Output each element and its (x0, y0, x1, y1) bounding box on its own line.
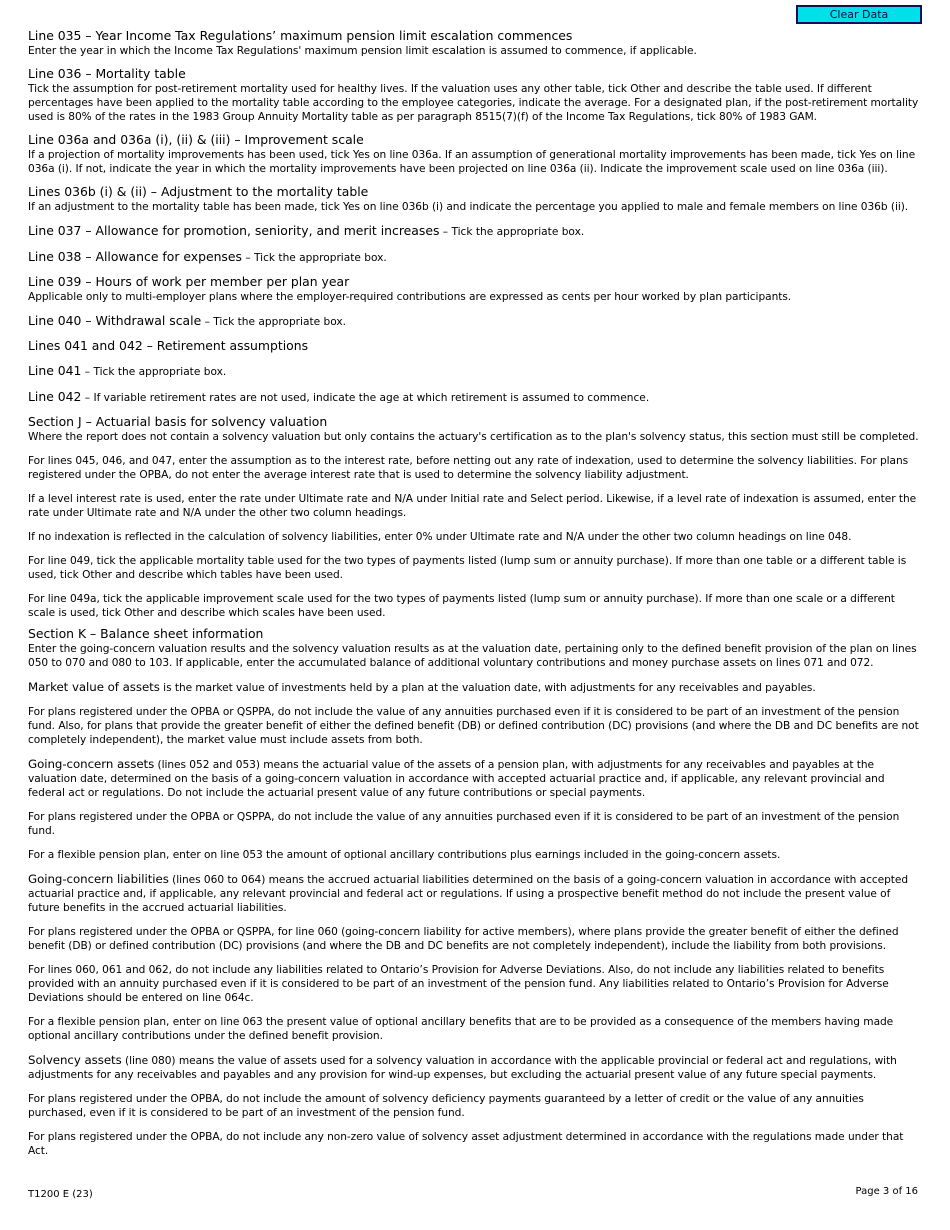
section-k-paragraph (28, 757, 920, 800)
page-number: Page 3 of 16 (855, 1186, 918, 1197)
section-line-037 (28, 222, 920, 240)
body-line-035: Enter the year in which the Income Tax Regulations' maximum pension limit escalation is assumed to commence, if applicable. (28, 45, 697, 57)
term-going-concern-liabilities: Going-concern liabilities (28, 872, 169, 886)
section-line-036a (28, 132, 920, 176)
section-j-paragraph: For line 049, tick the applicable mortality table used for the two types of payments listed (lump sum or annuity purchase). If more than one table or a different table is used, tick Other and describe which tables have been used. (28, 555, 907, 581)
heading-line-036: Line 036 – Mortality table (28, 66, 186, 81)
section-k-paragraph: For plans registered under the OPBA or QSPPA, do not include the value of any annuities purchased even if it is considered to be part of an investment of the pension fund. Also, for plans that provide the greater benefit of either the defined benefit (DB) or defined contribution (DC) provisions (and where the DB and DC benefits are not completely independent), the market value must include assets from both. (28, 706, 919, 746)
heading-line-040: Line 040 – Withdrawal scale (28, 313, 202, 328)
section-k (28, 626, 920, 1158)
section-k-paragraph: For lines 060, 061 and 062, do not include any liabilities related to Ontario’s Provision for Adverse Deviations. Also, do not include any liabilities related to benefits provided with an annuity purchased even if it is considered to be part of an investment of the pension fund. Any liabilities related to Ontario’s Provision for Adverse Deviations should be entered on line 064c. (28, 964, 889, 1004)
heading-line-037: Line 037 – Allowance for promotion, seniority, and merit increases (28, 223, 440, 238)
section-k-paragraph: For plans registered under the OPBA or QSPPA, for line 060 (going-concern liability for active members), where plans provide the greater benefit of either the defined benefit (DB) or defined contribution (DC) provisions (and where the DB and DC benefits are not completely independent), include the liability from both provisions. (28, 926, 899, 952)
section-line-038 (28, 248, 920, 266)
section-line-035 (28, 28, 920, 58)
heading-line-036a: Line 036a and 036a (i), (ii) & (iii) – Improvement scale (28, 132, 364, 147)
term-solvency-assets: Solvency assets (28, 1053, 122, 1067)
section-j-paragraph: For line 049a, tick the applicable improvement scale used for the two types of payments listed (lump sum or annuity purchase). If more than one scale or a different scale is used, tick Other and describe which scales have been used. (28, 593, 895, 619)
body-line-042: – If variable retirement rates are not used, indicate the age at which retirement is assumed to commence. (81, 392, 650, 404)
section-line-039 (28, 274, 920, 304)
section-lines-041-042 (28, 338, 920, 354)
body-line-036b: If an adjustment to the mortality table has been made, tick Yes on line 036b (i) and indicate the percentage you applied to male and female members on line 036b (ii). (28, 201, 909, 213)
section-k-paragraph: For plans registered under the OPBA, do not include any non-zero value of solvency asset adjustment determined in accordance with the regulations made under that Act. (28, 1131, 904, 1157)
section-k-paragraph: For a flexible pension plan, enter on line 063 the present value of optional ancillary benefits that are to be provided as a consequence of the members having made optional ancillary contributions under the defined benefit provision. (28, 1016, 894, 1042)
term-market-value-of-assets: Market value of assets (28, 680, 160, 694)
section-k-paragraph: Enter the going-concern valuation results and the solvency valuation results as at the valuation date, pertaining only to the defined benefit provision of the plan on lines 050 to 070 and 080 to 103. If applicable, enter the accumulated balance of additional voluntary contributions and money purchase assets on lines 071 and 072. (28, 643, 917, 669)
section-j-paragraph: If no indexation is reflected in the calculation of solvency liabilities, enter 0% under Ultimate rate and N/A under the other two column headings on line 048. (28, 531, 852, 543)
definition-text: is the market value of investments held by a plan at the valuation date, with adjustments for any receivables and payables. (159, 682, 816, 694)
body-line-041: – Tick the appropriate box. (81, 366, 227, 378)
heading-line-036b: Lines 036b (i) & (ii) – Adjustment to the mortality table (28, 184, 369, 199)
definition-text: (lines 060 to 064) means the accrued actuarial liabilities determined on the basis of a going-concern valuation in accordance with accepted actuarial practice and, if applicable, any relevant provincial and federal act or regulations. If using a prospective benefit method do not include the present value of future benefits in the accrued actuarial liabilities. (28, 874, 909, 914)
section-k-paragraph: For plans registered under the OPBA, do not include the amount of solvency deficiency payments guaranteed by a letter of credit or the value of any annuities purchased, even if it is considered to be part of an investment of the pension fund. (28, 1093, 864, 1119)
section-line-041 (28, 362, 920, 380)
body-line-039: Applicable only to multi-employer plans where the employer-required contributions are expressed as cents per hour worked by plan participants. (28, 291, 792, 303)
section-j-paragraph: If a level interest rate is used, enter the rate under Ultimate rate and N/A under Initial rate and Select period. Likewise, if a level rate of indexation is assumed, enter the rate under Ultimate rate and N/A under the other two column headings. (28, 493, 917, 519)
section-line-036 (28, 66, 920, 124)
body-line-038: – Tick the appropriate box. (241, 252, 387, 264)
body-line-036a: If a projection of mortality improvements has been used, tick Yes on line 036a. If an assumption of generational mortality improvements has been made, tick Yes on line 036a (i). If not, indicate the year in which the mortality improvements have been projected on line 036a (ii). Indicate the improvement scale used on line 036a (iii). (28, 149, 916, 175)
clear-data-button[interactable]: Clear Data (796, 5, 922, 24)
definition-text: (line 080) means the value of assets used for a solvency valuation in accordance with the applicable provincial or federal act and regulations, with adjustments for any receivables and payables and any provision for wind-up expenses, but excluding the actuarial present value of any future special payments. (28, 1055, 897, 1081)
term-going-concern-assets: Going-concern assets (28, 757, 155, 771)
heading-section-k: Section K – Balance sheet information (28, 626, 264, 641)
heading-line-039: Line 039 – Hours of work per member per plan year (28, 274, 350, 289)
section-k-paragraph: For plans registered under the OPBA or QSPPA, do not include the value of any annuities purchased even if it is considered to be part of an investment of the pension fund. (28, 811, 900, 837)
section-line-040 (28, 312, 920, 330)
section-j-paragraph: For lines 045, 046, and 047, enter the assumption as to the interest rate, before netting out any rate of indexation, used to determine the solvency liabilities. For plans registered under the OPBA, do not enter the average interest rate that is used to determine the solvency liability adjustment. (28, 455, 909, 481)
section-k-paragraph: For a flexible pension plan, enter on line 053 the amount of optional ancillary contributions plus earnings included in the going-concern assets. (28, 849, 781, 861)
section-line-036b (28, 184, 920, 214)
section-line-042 (28, 388, 920, 406)
heading-line-042: Line 042 (28, 389, 82, 404)
heading-lines-041-042: Lines 041 and 042 – Retirement assumptions (28, 338, 309, 353)
heading-section-j: Section J – Actuarial basis for solvency valuation (28, 414, 328, 429)
instructions-content (28, 28, 920, 1168)
body-line-037: – Tick the appropriate box. (439, 226, 585, 238)
heading-line-041: Line 041 (28, 363, 82, 378)
definition-text: (lines 052 and 053) means the actuarial value of the assets of a pension plan, with adjustments for any receivables and payables at the valuation date, determined on the basis of a going-concern valuation in accordance with accepted actuarial practice and, if applicable, any relevant provincial and federal act or regulations. Do not include the actuarial present value of any future contributions or special payments. (28, 759, 885, 799)
heading-line-038: Line 038 – Allowance for expenses (28, 249, 242, 264)
section-k-paragraph (28, 1053, 920, 1082)
heading-line-035: Line 035 – Year Income Tax Regulations’ maximum pension limit escalation commences (28, 28, 573, 43)
body-line-036: Tick the assumption for post-retirement mortality used for healthy lives. If the valuation uses any other table, tick Other and describe the table used. If different percentages have been applied to the mortality table according to the employee categories, indicate the average. For a designated plan, if the post-retirement mortality used is 80% of the rates in the 1983 Group Annuity Mortality table as per paragraph 8515(7)(f) of the Income Tax Regulations, tick 80% of 1983 GAM. (28, 83, 919, 123)
section-k-paragraph (28, 872, 920, 915)
form-number: T1200 E (23) (28, 1189, 93, 1200)
body-line-040: – Tick the appropriate box. (201, 316, 347, 328)
section-j-paragraph: Where the report does not contain a solvency valuation but only contains the actuary's certification as to the plan's solvency status, this section must still be completed. (28, 431, 919, 443)
section-k-paragraph (28, 680, 920, 695)
section-j (28, 414, 920, 620)
